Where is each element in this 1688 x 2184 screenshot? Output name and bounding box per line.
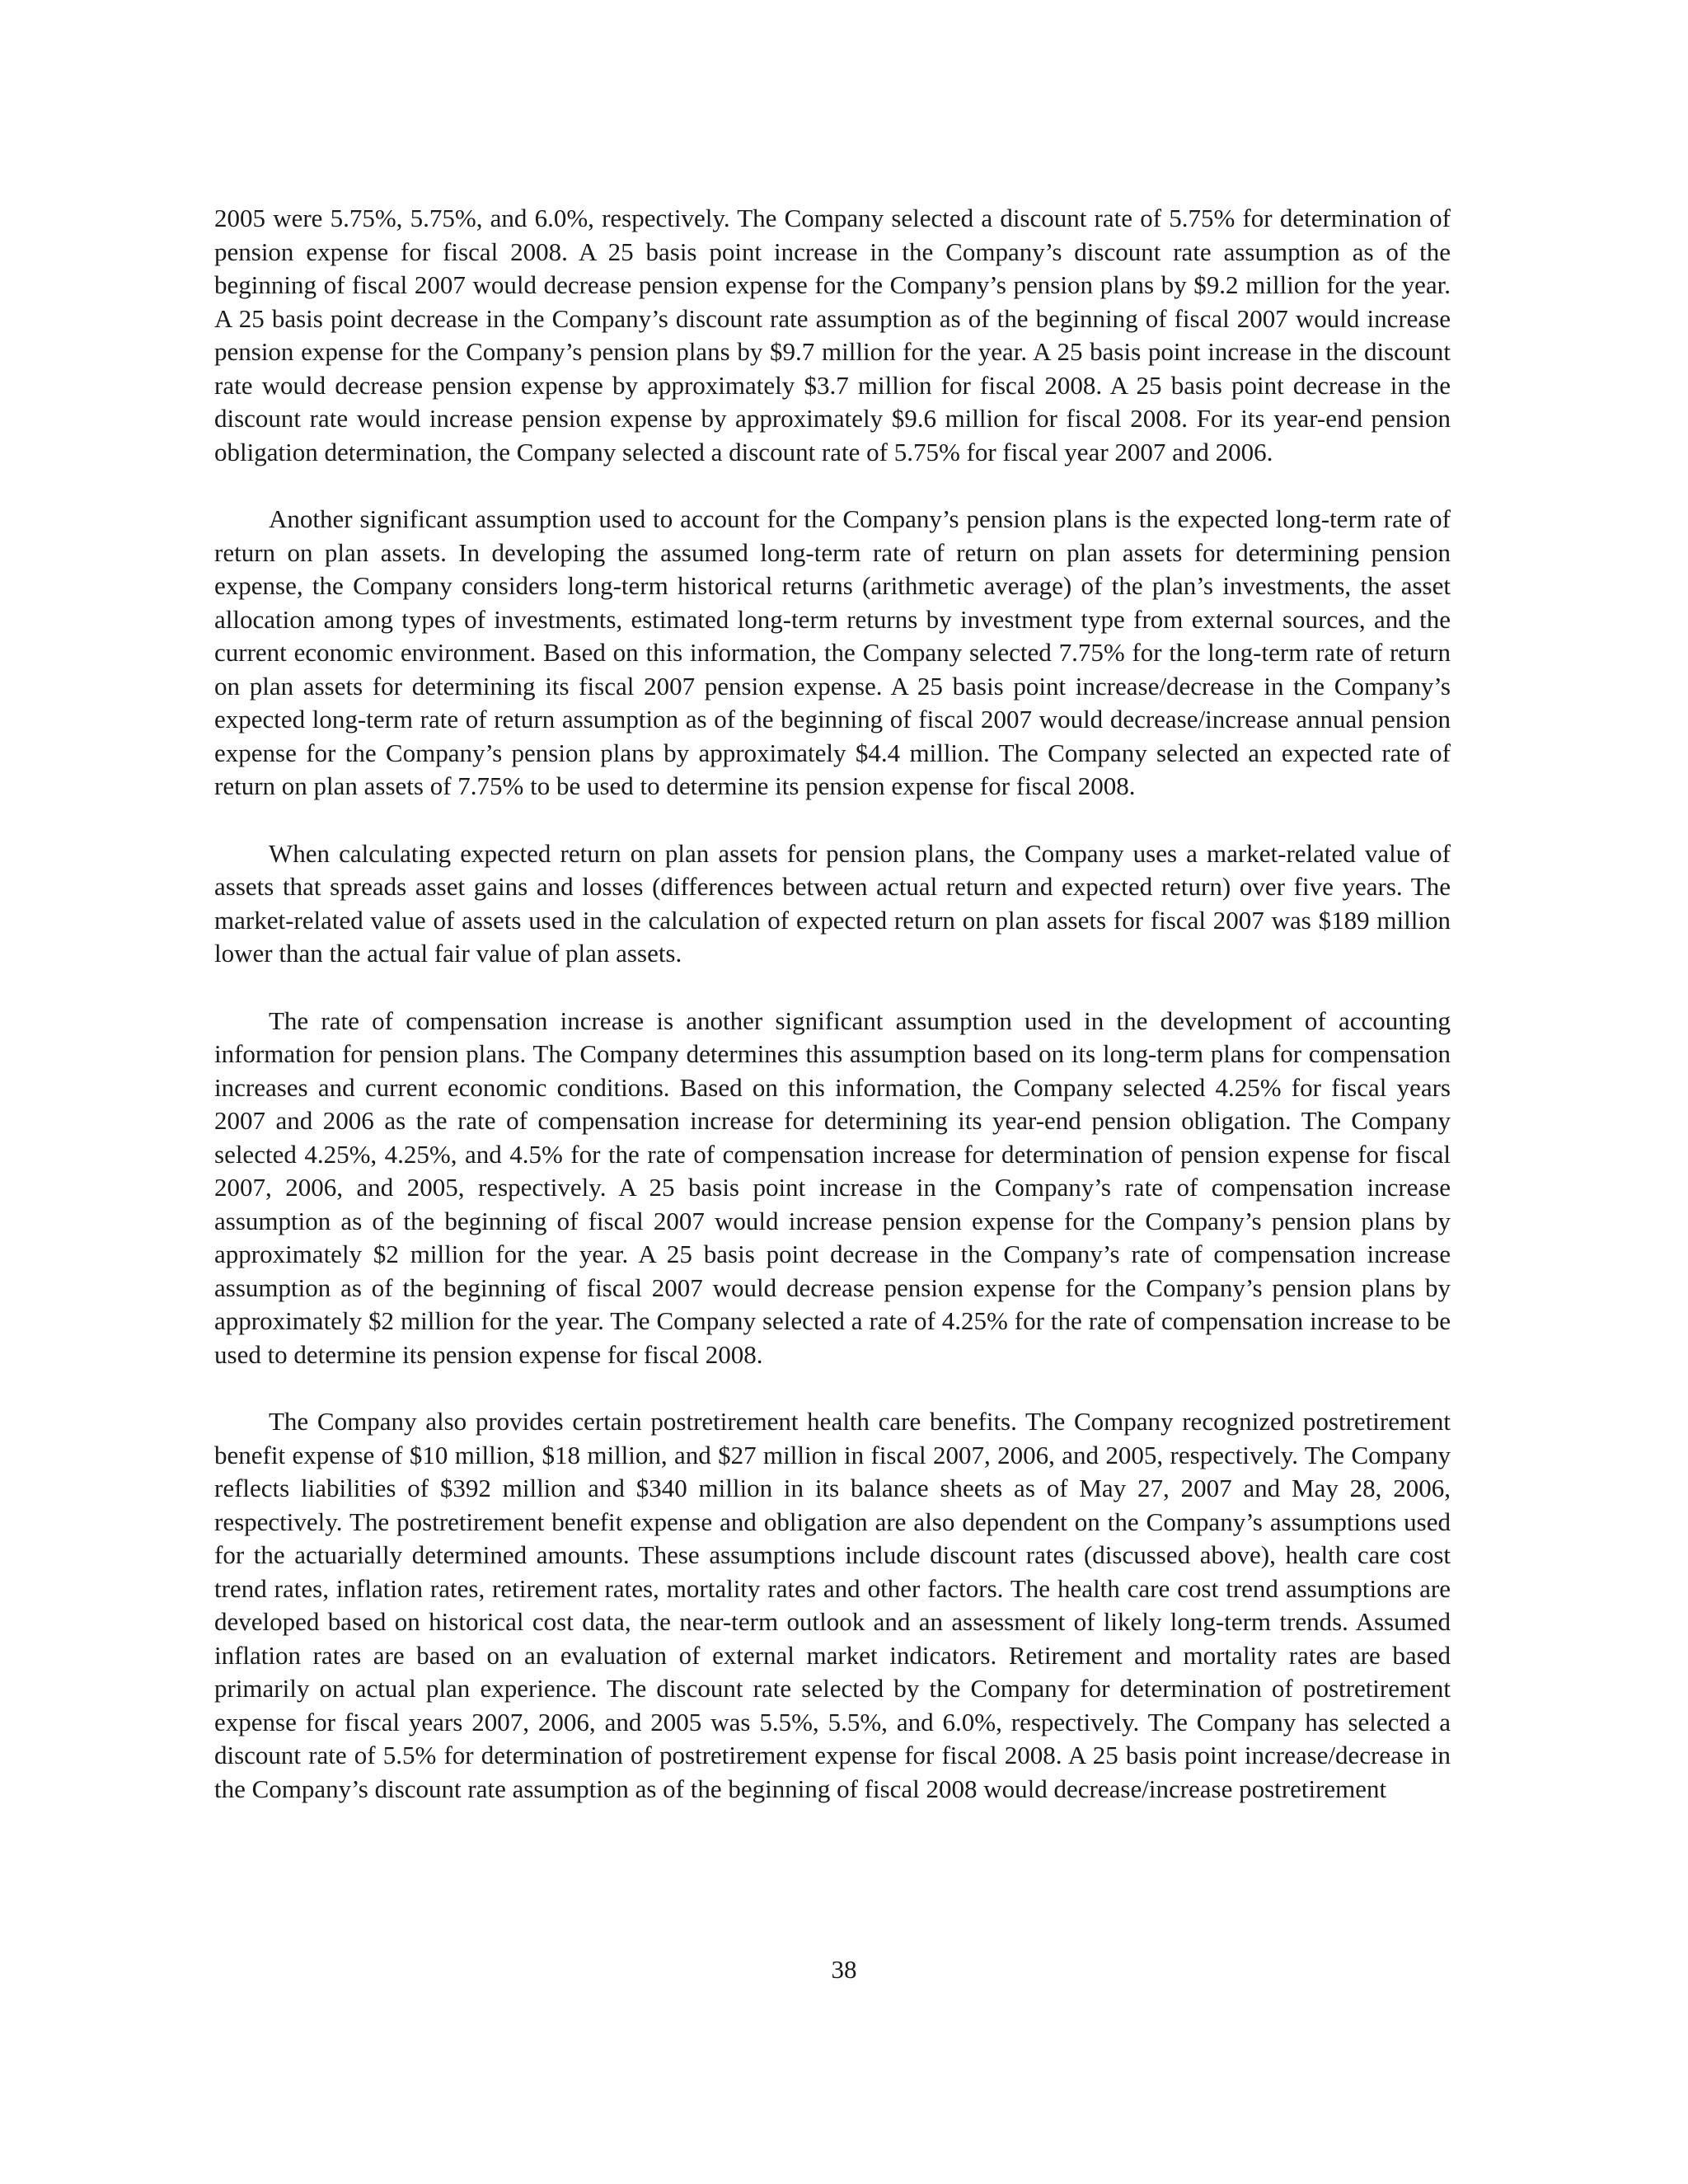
paragraph-market-related-value: When calculating expected return on plan assets for pension plans, the Company uses a market-related value of assets that spreads asset gains and losses (differences between actual return and expected return) over five years. The market-related value of assets used in the calculation of expected return on plan assets for fiscal 2007 was $189 million lower than the actual fair value of plan assets.: [214, 838, 1451, 968]
paragraph-compensation-increase: The rate of compensation increase is another significant assumption used in the development of accounting information for pension plans. The Company determines this assumption based on its long-term plans for compensation increases and current economic conditions. Based on this information, the Company selected 4.25% for fiscal years 2007 and 2006 as the rate of compensation increase for determining its year-end pension obligation. The Company selected 4.25%, 4.25%, and 4.5% for the rate of compensation increase for determination of pension expense for fiscal 2007, 2006, and 2005, respectively. A 25 basis point increase in the Company’s rate of compensation increase assumption as of the beginning of fiscal 2007 would increase pension expense for the Company’s pension plans by approximately $2 million for the year. A 25 basis point decrease in the Company’s rate of compensation increase assumption as of the beginning of fiscal 2007 would decrease pension expense for the Company’s pension plans by approximately $2 million for the year. The Company selected a rate of 4.25% for the rate of compensation increase to be used to determine its pension expense for fiscal 2008.: [214, 1005, 1451, 1369]
paragraph-expected-return: Another significant assumption used to account for the Company’s pension plans is the expected long-term rate of return on plan assets. In developing the assumed long-term rate of return on plan assets for determining pension expense, the Company considers long-term historical returns (arithmetic average) of the plan’s investments, the asset allocation among types of investments, estimated long-term returns by investment type from external sources, and the current economic environment. Based on this information, the Company selected 7.75% for the long-term rate of return on plan assets for determining its fiscal 2007 pension expense. A 25 basis point increase/decrease in the Company’s expected long-term rate of return assumption as of the beginning of fiscal 2007 would decrease/increase annual pension expense for the Company’s pension plans by approximately $4.4 million. The Company selected an expected rate of return on plan assets of 7.75% to be used to determine its pension expense for fiscal 2008.: [214, 504, 1451, 800]
paragraph-discount-rate: 2005 were 5.75%, 5.75%, and 6.0%, respectively. The Company selected a discount rate of 5.75% for determination of pension expense for fiscal 2008. A 25 basis point increase in the Company’s discount rate assumption as of the beginning of fiscal 2007 would decrease pension expense for the Company’s pension plans by $9.2 million for the year. A 25 basis point decrease in the Company’s discount rate assumption as of the beginning of fiscal 2007 would increase pension expense for the Company’s pension plans by $9.7 million for the year. A 25 basis point increase in the discount rate would decrease pension expense by approximately $3.7 million for fiscal 2008. A 25 basis point decrease in the discount rate would increase pension expense by approximately $9.6 million for fiscal 2008. For its year-end pension obligation determination, the Company selected a discount rate of 5.75% for fiscal year 2007 and 2006.: [214, 204, 1451, 466]
page-number: 38: [831, 1955, 857, 1984]
document-body: [214, 202, 1451, 1840]
paragraph-postretirement-benefits: The Company also provides certain postretirement health care benefits. The Company recognized postretirement benefit expense of $10 million, $18 million, and $27 million in fiscal 2007, 2006, and 2005, respectively. The Company reflects liabilities of $392 million and $340 million in its balance sheets as of May 27, 2007 and May 28, 2006, respectively. The postretirement benefit expense and obligation are also dependent on the Company’s assumptions used for the actuarially determined amounts. These assumptions include discount rates (discussed above), health care cost trend rates, inflation rates, retirement rates, mortality rates and other factors. The health care cost trend assumptions are developed based on historical cost data, the near-term outlook and an assessment of likely long-term trends. Assumed inflation rates are based on an evaluation of external market indicators. Retirement and mortality rates are based primarily on actual plan experience. The discount rate selected by the Company for determination of postretirement expense for fiscal years 2007, 2006, and 2005 was 5.5%, 5.5%, and 6.0%, respectively. The Company has selected a discount rate of 5.5% for determination of postretirement expense for fiscal 2008. A 25 basis point increase/decrease in the Company’s discount rate assumption as of the beginning of fiscal 2008 would decrease/increase postretirement: [214, 1407, 1451, 1803]
